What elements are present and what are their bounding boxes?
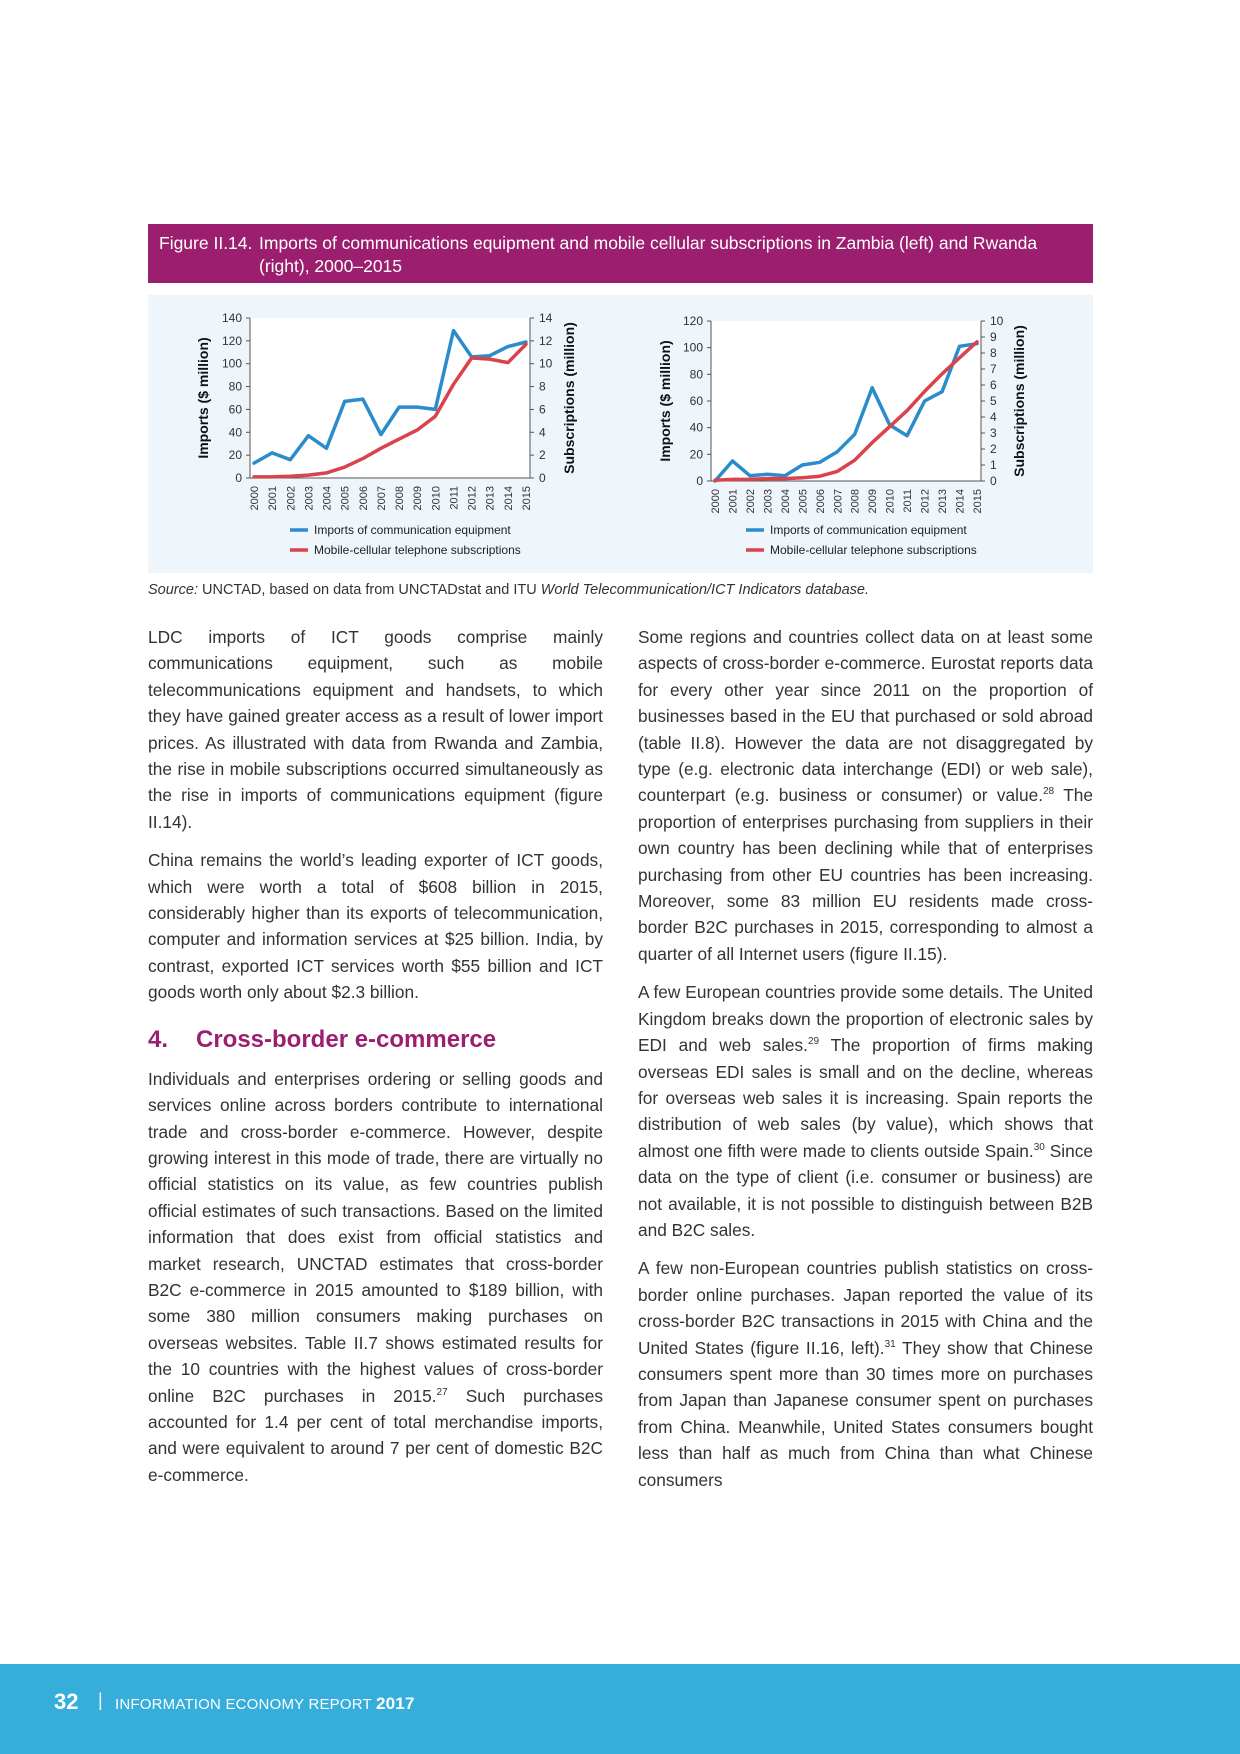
x-tick-label: 2008 xyxy=(849,489,862,514)
x-tick-label: 2003 xyxy=(303,486,316,511)
x-tick-label: 2004 xyxy=(321,486,334,511)
y2-tick-label: 2 xyxy=(990,442,997,456)
y2-tick-label: 0 xyxy=(990,474,997,488)
paragraph: LDC imports of ICT goods comprise mainly communications equipment, such as mobile telecommunications equipment and handsets, to which they have gained greater access as a result of lower import prices. As illustrated with data from Rwanda and Zambia, the rise in mobile subscriptions occurred simultaneously as the rise in imports of communications equipment (figure II.14). xyxy=(148,627,603,832)
source-database: World Telecommunication/ICT Indicators database. xyxy=(540,582,870,598)
page-number: 32 xyxy=(54,1689,79,1714)
y2-tick-label: 8 xyxy=(990,346,997,360)
x-tick-label: 2000 xyxy=(249,486,261,511)
x-tick-label: 2003 xyxy=(762,489,775,514)
y2-tick-label: 4 xyxy=(990,410,997,424)
x-tick-label: 2001 xyxy=(727,489,740,514)
x-tick-label: 2014 xyxy=(954,489,967,514)
footnote-ref[interactable]: 29 xyxy=(807,1036,820,1048)
footnote-ref[interactable]: 31 xyxy=(884,1338,896,1350)
y-tick-label: 80 xyxy=(228,379,242,394)
y2-tick-label: 10 xyxy=(539,356,553,371)
x-tick-label: 2015 xyxy=(521,486,533,511)
section-title: Cross-border e-commerce xyxy=(196,1025,497,1053)
footnote-ref[interactable]: 27 xyxy=(436,1386,448,1398)
y2-tick-label: 9 xyxy=(990,330,997,344)
paragraph: China remains the world’s leading exporter of ICT goods, which were worth a total of $608 billion in 2015, considerably higher than its exports of telecommunication, computer and information services at $25 billion. India, by contrast, exported ICT services worth $55 billion and ICT goods worth only about $2.3 billion. xyxy=(148,850,603,1003)
y-tick-label: 0 xyxy=(235,471,242,485)
paragraph: A few non-European countries publish statistics on cross-border online purchases. Japan reported the value of its cross-border B2C transactions in 2015 with China and the United States (figure II.16, left).$^{31}$ They show that Chinese consumers spent more than 30 times more on purchases from Japan than Japanese consumer spent on purchases from China. Meanwhile, United States consumers bought less than half as much from China than what Chinese consumers xyxy=(638,1258,1093,1490)
x-tick-label: 2011 xyxy=(448,486,461,510)
y2-tick-label: 6 xyxy=(990,378,997,392)
y-tick-label: 40 xyxy=(228,425,242,440)
footnote-ref[interactable]: 28 xyxy=(1043,786,1055,798)
x-tick-label: 2006 xyxy=(814,489,827,514)
y-tick-label: 20 xyxy=(689,447,703,462)
y2-axis-title: Subscriptions (million) xyxy=(1011,325,1027,477)
source-text: UNCTAD, based on data from UNCTADstat and ITU xyxy=(202,582,537,598)
y2-axis-title: Subscriptions (million) xyxy=(561,322,577,474)
paragraph: Individuals and enterprises ordering or selling goods and services online across borders contribute to international trade and cross-border e-commerce. However, despite growing interest in this mode of trade, there are virtually no official statistics on its value, as few countries publish official estimates of such transactions. Based on the limited information that does exist from official statistics and market research, UNCTAD estimates that cross-border B2C e-commerce in 2015 amounted to $189 billion, with some 380 million consumers making purchases on overseas websites. Table II.7 shows estimated results for the 10 countries with the highest values of cross-border online B2C purchases in 2015.27 Such purchases accounted for 1.4 per cent of total merchandise imports, and were equivalent to around 7 per cent of domestic B2C e-commerce. xyxy=(148,1068,603,1485)
y2-tick-label: 1 xyxy=(990,458,997,472)
y2-tick-label: 2 xyxy=(539,448,546,463)
x-tick-label: 2006 xyxy=(357,486,370,511)
legend-label: Imports of communication equipment xyxy=(314,523,511,537)
x-tick-label: 2009 xyxy=(867,489,880,514)
y-tick-label: 100 xyxy=(682,340,703,355)
y2-tick-label: 6 xyxy=(539,402,546,417)
page-footer xyxy=(0,1664,1240,1754)
x-tick-label: 2001 xyxy=(267,486,280,511)
y-tick-label: 120 xyxy=(682,314,703,328)
figure-number: Figure II.14. xyxy=(159,233,253,253)
plot-area xyxy=(250,318,530,478)
y-tick-label: 40 xyxy=(689,420,703,435)
section-heading xyxy=(148,1024,603,1056)
x-tick-label: 2005 xyxy=(339,486,352,511)
figure-title: Imports of communications equipment and mobile cellular subscriptions in Zambia (left) and Rwanda (right), 2000–2015 xyxy=(259,233,1038,276)
figure-panel xyxy=(148,295,1093,573)
x-tick-label: 2010 xyxy=(884,489,897,514)
report-year: 2017 xyxy=(376,1694,415,1713)
y2-tick-label: 8 xyxy=(539,379,546,394)
x-tick-label: 2002 xyxy=(285,486,298,511)
y-tick-label: 0 xyxy=(696,474,703,488)
footnote-ref[interactable]: 30 xyxy=(1033,1141,1045,1153)
report-title: INFORMATION ECONOMY REPORT 2017 xyxy=(115,1694,415,1713)
x-tick-label: 2014 xyxy=(502,486,515,511)
x-tick-label: 2009 xyxy=(412,486,425,511)
x-tick-label: 2002 xyxy=(744,489,757,514)
x-tick-label: 2008 xyxy=(394,486,407,511)
y-tick-label: 120 xyxy=(221,333,242,348)
y-tick-label: 60 xyxy=(689,394,703,408)
y2-tick-label: 10 xyxy=(990,314,1004,328)
x-tick-label: 2013 xyxy=(484,486,497,511)
source-label: Source: xyxy=(148,582,198,598)
y-axis-title: Imports ($ million) xyxy=(195,337,211,459)
figure-source xyxy=(148,582,869,598)
y2-tick-label: 5 xyxy=(990,394,997,408)
y2-tick-label: 0 xyxy=(539,471,546,485)
x-tick-label: 2007 xyxy=(375,486,388,511)
x-tick-label: 2005 xyxy=(797,489,810,514)
legend-label: Imports of communication equipment xyxy=(770,523,967,537)
x-tick-label: 2012 xyxy=(466,486,479,511)
x-tick-label: 2004 xyxy=(779,489,792,514)
y-tick-label: 20 xyxy=(228,448,242,463)
x-tick-label: 2010 xyxy=(430,486,443,511)
y-tick-label: 140 xyxy=(221,311,242,325)
x-tick-label: 2000 xyxy=(710,489,722,514)
plot-area xyxy=(711,321,981,481)
paragraph: Some regions and countries collect data on at least some aspects of cross-border e-commerce. Eurostat reports data for every other year since 2011 on the proportion of businesses based in the EU that purchased or sold abroad (table II.8). However the data are not disaggregated by type (e.g. electronic data interchange (EDI) or web sale), counterpart (e.g. business or consumer) or value.$^{28}$ The proportion of enterprises purchasing from suppliers in their own country has been declining while that of enterprises purchasing from other EU countries has been increasing. Moreover, some 83 million EU residents made cross-border B2C purchases in 2015, corresponding to almost a quarter of all Internet users (figure II.15). xyxy=(638,627,1093,964)
paragraph: A few European countries provide some details. The United Kingdom breaks down the proportion of electronic sales by EDI and web sales.$^{29}$ The proportion of firms making overseas EDI sales is small and on the decline, whereas for overseas web sales it is increasing. Spain reports the distribution of web sales (by value), which shows that almost one fifth were made to clients outside Spain.$^{30}$ Since data on the type of client (i.e. consumer or business) are not available, it is not possible to distinguish between B2B and B2C sales. xyxy=(638,982,1094,1240)
legend-label: Mobile-cellular telephone subscriptions xyxy=(770,543,977,557)
y-tick-label: 100 xyxy=(221,356,242,371)
y-axis-title: Imports ($ million) xyxy=(657,340,673,462)
footer-separator: | xyxy=(98,1690,103,1710)
y-tick-label: 60 xyxy=(228,402,242,417)
charts-svg xyxy=(148,295,1093,573)
y2-tick-label: 4 xyxy=(539,425,546,440)
y2-tick-label: 7 xyxy=(990,362,997,376)
right-column xyxy=(638,624,1093,1505)
y2-tick-label: 12 xyxy=(539,333,553,348)
legend-label: Mobile-cellular telephone subscriptions xyxy=(314,543,521,557)
x-tick-label: 2007 xyxy=(832,489,845,514)
left-column xyxy=(148,624,603,1500)
y2-tick-label: 14 xyxy=(539,311,553,325)
x-tick-label: 2011 xyxy=(902,489,915,513)
section-number: 4. xyxy=(148,1025,169,1053)
figure-header xyxy=(148,224,1093,283)
x-tick-label: 2013 xyxy=(937,489,950,514)
y2-tick-label: 3 xyxy=(990,426,997,440)
x-tick-label: 2012 xyxy=(919,489,932,514)
y-tick-label: 80 xyxy=(689,367,703,382)
x-tick-label: 2015 xyxy=(972,489,984,514)
